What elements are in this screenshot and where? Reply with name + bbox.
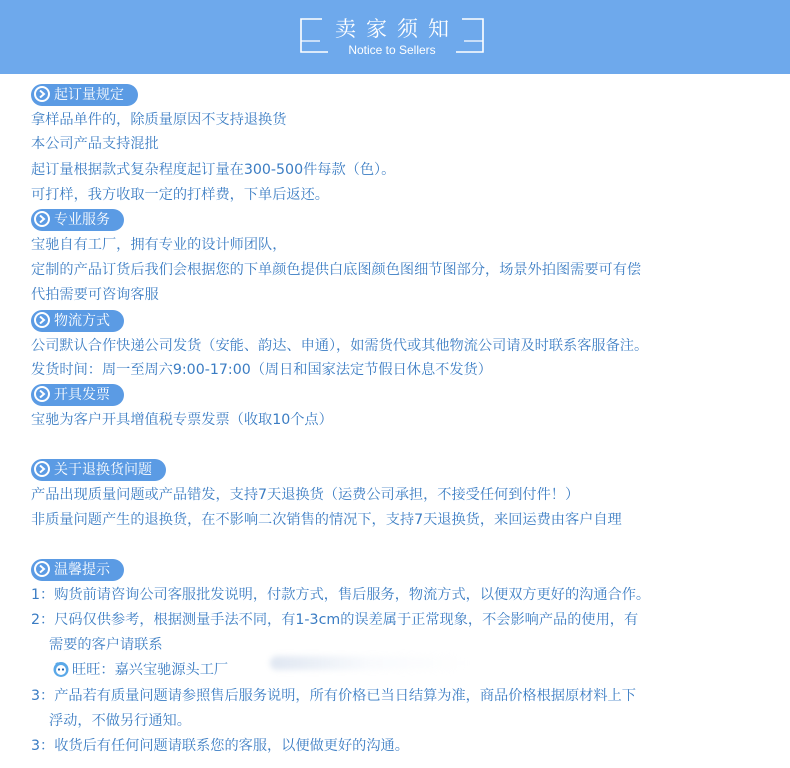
text-line: 宝驰为客户开具增值税专票发票（收取10个点） xyxy=(31,412,333,428)
text-line: 非质量问题产生的退换货，在不影响二次销售的情况下，支持7天退换货，来回运费由客户自理 xyxy=(31,512,622,528)
section-heading-label: 物流方式 xyxy=(54,313,110,329)
section-heading-tips xyxy=(31,559,124,581)
section-heading-service xyxy=(31,209,124,231)
text-line: 起订量根据款式复杂程度起订量在300-500件每款（色）。 xyxy=(31,162,396,178)
page-subtitle: Notice to Sellers xyxy=(348,43,436,57)
wangwang-contact[interactable] xyxy=(52,660,228,680)
text-line: 3：收货后有任何问题请联系您的客服，以便做更好的沟通。 xyxy=(31,738,409,754)
arrow-circle-icon xyxy=(34,386,50,402)
text-line: 可打样，我方收取一定的打样费，下单后返还。 xyxy=(31,187,329,203)
text-line: 需要的客户请联系 xyxy=(31,637,163,653)
section-heading-logistics xyxy=(31,310,124,332)
blurred-text xyxy=(270,656,470,670)
text-line: 1：购货前请咨询公司客服批发说明，付款方式，售后服务，物流方式，以便双方更好的沟通合作。 xyxy=(31,587,651,603)
wangwang-icon xyxy=(52,660,70,678)
page-title: 卖家须知 xyxy=(335,17,459,41)
section-heading-label: 开具发票 xyxy=(54,387,110,403)
text-line: 代拍需要可咨询客服 xyxy=(31,287,159,303)
arrow-circle-icon xyxy=(34,312,50,328)
text-line: 宝驰自有工厂，拥有专业的设计师团队， xyxy=(31,237,287,253)
arrow-circle-icon xyxy=(34,561,50,577)
text-line: 发货时间：周一至周六9:00-17:00（周日和国家法定节假日休息不发货） xyxy=(31,362,492,378)
text-line: 2：尺码仅供参考，根据测量手法不同，有1-3cm的误差属于正常现象，不会影响产品的使用，有 xyxy=(31,612,639,628)
section-heading-invoice xyxy=(31,384,124,406)
text-line: 公司默认合作快递公司发货（安能、韵达、申通），如需货代或其他物流公司请及时联系客服备注。 xyxy=(31,338,649,354)
text-line: 浮动，不做另行通知。 xyxy=(31,713,191,729)
text-line: 3：产品若有质量问题请参照售后服务说明，所有价格已当日结算为准，商品价格根据原材料上下 xyxy=(31,688,636,704)
section-heading-moq xyxy=(31,84,138,106)
header-banner xyxy=(0,0,790,74)
arrow-circle-icon xyxy=(34,211,50,227)
header-frame xyxy=(300,17,484,57)
section-heading-returns xyxy=(31,459,166,481)
section-heading-label: 温馨提示 xyxy=(54,562,110,578)
section-heading-label: 起订量规定 xyxy=(54,87,124,103)
text-line: 定制的产品订货后我们会根据您的下单颜色提供白底图颜色图细节图部分，场景外拍图需要可有偿 xyxy=(31,262,642,278)
wangwang-label: 旺旺：嘉兴宝驰源头工厂 xyxy=(72,662,229,678)
arrow-circle-icon xyxy=(34,86,50,102)
section-heading-label: 关于退换货问题 xyxy=(54,462,152,478)
section-heading-label: 专业服务 xyxy=(54,212,110,228)
text-line: 拿样品单件的，除质量原因不支持退换货 xyxy=(31,112,287,128)
text-line: 本公司产品支持混批 xyxy=(31,136,159,152)
arrow-circle-icon xyxy=(34,461,50,477)
text-line: 产品出现质量问题或产品错发，支持7天退换货（运费公司承担，不接受任何到付件！） xyxy=(31,487,580,503)
